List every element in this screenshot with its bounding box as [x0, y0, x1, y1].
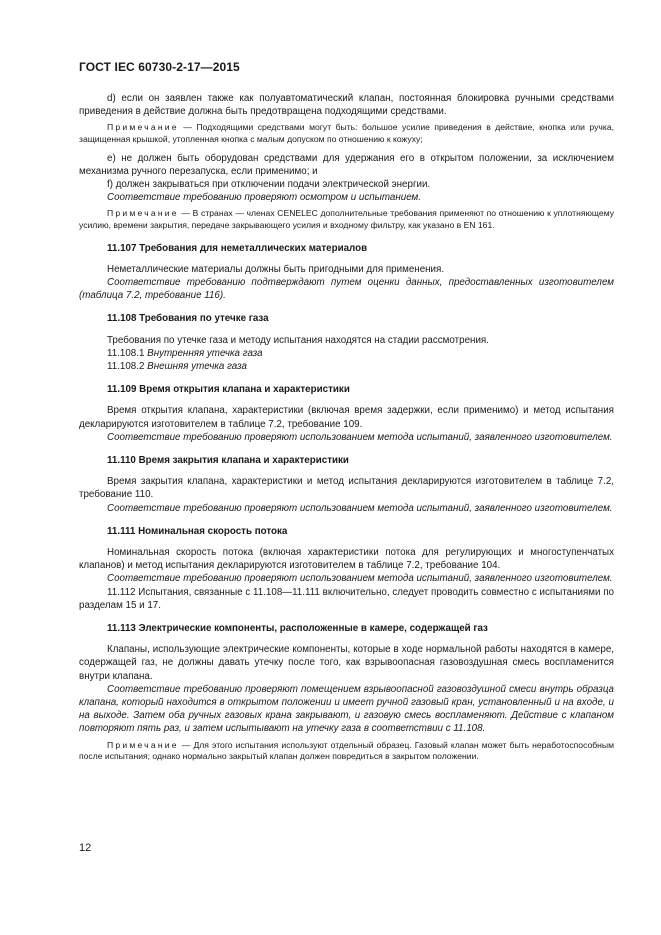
heading-11-108: 11.108 Требования по утечке газа: [107, 313, 269, 325]
note-label: Примечание: [107, 122, 179, 133]
note-1-text: — Подходящими средствами могут быть: большое усилие приведения в действие, кнопка или ручка, защищенная крышкой, утопленная кнопка с малым допуском по отношению к кожуху;: [79, 122, 615, 144]
heading-11-109: 11.109 Время открытия клапана и характеристики: [107, 384, 350, 396]
page-number: 12: [79, 842, 92, 854]
item-e: e) не должен быть оборудован средствами для удержания его в открытом положении, за исключением механизма ручного перезапуска, если применимо; и: [79, 152, 614, 177]
compliance-11-111: Соответствие требованию проверяют использованием метода испытаний, заявленного изготовителем.: [107, 573, 613, 585]
para-11-108: Требования по утечке газа и методу испытания находятся на стадии рассмотрения.: [107, 334, 489, 346]
compliance-11-113: Соответствие требованию проверяют помещением взрывоопасной газовоздушной смеси внутрь образца клапана, который находится в открытом положении и имеет ручной газовый кран, установленный и на входе, и на выходе. Затем оба ручных газовых крана закрывают, и газовую смесь воспламеняют. Действие с клапаном повторяют пять раз, и затем испытывают на утечку газа в соответствии с 11.108.: [79, 683, 614, 735]
para-11-111: Номинальная скорость потока (включая характеристики потока для регулирующих и многоступенчатых клапанов) и метод испытания декларируются изготовителем в таблице 7.2, требование 104.: [79, 547, 614, 572]
note-label: Примечание: [107, 739, 179, 750]
note-2: [79, 208, 614, 231]
sub-11-108-1-num: 11.108.1: [107, 347, 145, 359]
item-f: f) должен закрываться при отключении подачи электрической энергии.: [107, 179, 431, 190]
note-3: [79, 740, 614, 763]
note-3-text: — Для этого испытания используют отдельный образец. Газовый клапан может быть неработоспособным после испытания; однако нормально закрытый клапан должен повредиться в закрытом положении.: [79, 739, 614, 762]
sub-11-108-1: [79, 347, 614, 360]
note-1: [79, 122, 614, 145]
para-11-109: Время открытия клапана, характеристики (включая время задержки, если применимо) и метод испытания декларируются изготовителем в таблице 7.2, требование 109.: [79, 405, 614, 430]
document-header: ГОСТ IEC 60730-2-17—2015: [79, 60, 240, 74]
document-body: [79, 92, 614, 769]
heading-11-107: 11.107 Требования для неметаллических материалов: [107, 242, 368, 254]
heading-11-113: 11.113 Электрические компоненты, расположенные в камере, содержащей газ: [107, 623, 488, 635]
compliance-11-109: Соответствие требованию проверяют использованием метода испытаний, заявленного изготовителем.: [107, 431, 613, 443]
sub-11-108-2-title: Внешняя утечка газа: [147, 361, 247, 373]
sub-11-108-1-title: Внутренняя утечка газа: [147, 347, 263, 359]
para-11-113: Клапаны, использующие электрические компоненты, которые в ходе нормальной работы находятся в камере, содержащей газ, не должны давать утечку после того, как взрывоопасная газовоздушная смесь воспламенится внутри клапана.: [79, 644, 614, 682]
para-11-112: 11.112 Испытания, связанные с 11.108—11.111 включительно, следует проводить совместно с испытаниями по разделам 15 и 17.: [79, 586, 614, 611]
item-d: d) если он заявлен также как полуавтоматический клапан, постоянная блокировка ручными средствами приведения в действие должна быть предотвращена подходящими средствами.: [79, 93, 614, 118]
compliance-11-110: Соответствие требованию проверяют использованием метода испытаний, заявленного изготовителем.: [107, 502, 613, 514]
para-11-107: Неметаллические материалы должны быть пригодными для применения.: [107, 263, 445, 275]
para-11-110: Время закрытия клапана, характеристики и метод испытания декларируются изготовителем в таблице 7.2, требование 110.: [79, 476, 614, 501]
compliance-inspect: Соответствие требованию проверяют осмотром и испытанием.: [107, 192, 421, 204]
compliance-11-107: Соответствие требованию подтверждают путем оценки данных, предоставленных изготовителем (таблица 7.2, требование 116).: [79, 277, 614, 302]
sub-11-108-2-num: 11.108.2: [107, 361, 145, 373]
sub-11-108-2: [79, 360, 614, 373]
heading-11-110: 11.110 Время закрытия клапана и характеристики: [107, 455, 349, 467]
note-2-text: — В странах — членах CENELEC дополнительные требования применяют по отношению к уплотняющему усилию, времени закрытия, передаче закрывающего усилия и входному фильтру, как указано в EN 161.: [79, 208, 614, 230]
heading-11-111: 11.111 Номинальная скорость потока: [107, 525, 288, 537]
note-label: Примечание: [107, 208, 179, 219]
